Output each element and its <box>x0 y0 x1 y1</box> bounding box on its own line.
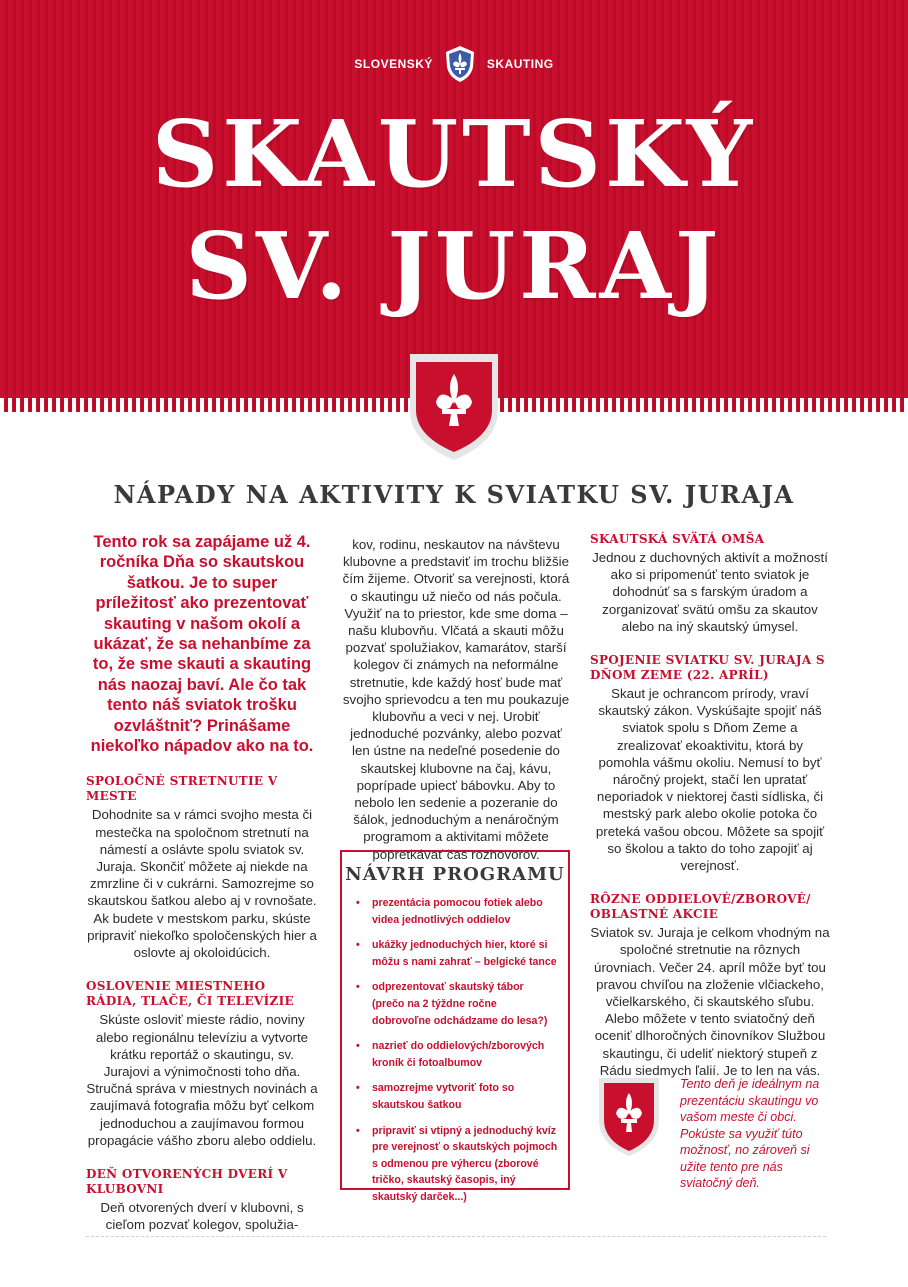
heading-earth-day: SPOJENIE SVIATKU SV. JURAJA S DŇOM ZEME (22. APRÍL) <box>590 653 825 683</box>
list-item: • pripraviť si vtipný a jednoduchý kvíz pre verejnosť o skautských pojmoch s odmenou pre výhercu (zborové tričko, skautský časopis, iný skautský darček...) <box>356 1123 558 1206</box>
closing-note: Tento deň je ideálnym na prezentáciu skautingu vo vašom meste či obci. Pokúste sa využiť túto možnosť, no zároveň si užite tento pre nás sviatočný deň. <box>680 1077 820 1190</box>
text-events: Sviatok sv. Juraja je celkom vhodným na spoločné stretnutie na rôznych úrovniach. Večer 24. apríl môže byť tou pravou chvíľou na zloženie vlčiackeho, včielkarského, či skautského sľubu. Alebo môžete v tento sviatočný deň oceniť dlhoročných činovníkov Službou skautingu, či udeliť niektorý stupeň z Rádu siedmych ľalií. Je to len na vás. <box>590 925 830 1078</box>
fleur-de-lis-icon <box>443 45 477 83</box>
text-open-day-continued: kov, rodinu, neskautov na návštevu klubovne a predstaviť im trochu bližšie čím žijeme. Otvoriť sa verejnosti, ktorá o skautingu už niečo od nás počula. Využiť na to priestor, kde sme doma – našu klubovňu. Vlčatá a skauti môžu pozvať spolužiakov, kamarátov, starší kolegov či známych na neformálne stretnutie, kde každý hosť bude mať svojho sprievodcu a ten mu poukazuje klubovňu a veci v nej. Urobiť jednoduché pozvánky, alebo pozvať len ústne na nedeľné posedenie do skautskej klubovne na čaj, kávu, poprípade upiecť bábovku. Aby to nebolo len sedenie a pozeranie do šálok, jednoduchým a nenáročným programom a aktivitami môžete popretkávať čas rozhovorov. <box>342 537 570 862</box>
list-item: • samozrejme vytvoriť foto so skautskou šatkou <box>356 1080 558 1113</box>
text-meeting: Dohodnite sa v rámci svojho mesta či mestečka na spoločnom stretnutí na námestí a oslávte spolu sviatok sv. Juraja. Skončiť môžete aj niekde na zmrzline či v cukrárni. Samozrejme so skautskou šatkou alebo aj v rovnošate. Ak budete v mestskom parku, skúste pripraviť niekoľko spoločenských hier a oslovte aj okoloidúcich. <box>87 807 317 961</box>
column-middle <box>340 536 572 863</box>
shield-fleur-de-lis-icon <box>404 352 504 462</box>
shield-small-icon <box>596 1076 662 1158</box>
text-mass: Jednou z duchovných aktivít a možností ako si pripomenúť tento sviatok je dohodnúť sa s farským úradom a zorganizovať svätú omšu za skautov alebo na iný skautský úmysel. <box>592 550 828 634</box>
footer-divider <box>86 1236 826 1237</box>
heading-open-day: DEŇ OTVORENÝCH DVERÍ V KLUBOVNI <box>86 1166 288 1196</box>
intro-text: Tento rok sa zapájame už 4. ročníka Dňa so skautskou šatkou. Je to super príležitosť ako prezentovať skauting v našom okolí a ukázať, že sa nehanbíme za to, že sme skauti a skauting nás naozaj baví. Ale čo tak tento náš sviatok trošku ozvláštniť? Prinášame niekoľko nápadov ako na to. <box>90 533 314 756</box>
text-earth-day: Skaut je ochrancom prírody, vraví skautský zákon. Vyskúšajte spojiť náš sviatok spolu s Dňom Zeme a zrealizovať ekoaktivitu, ktorá by pomohla vášmu okoliu. Nemusí to byť náročný projekt, stačí len upratať neporiadok v niektorej časti sídliska, či mestský park alebo okolie potoka čo preteká vašou obcou. Môžete sa spojiť so školou a takto do toho zapojiť aj verejnosť. <box>595 686 825 874</box>
column-left <box>86 530 318 1251</box>
heading-mass: SKAUTSKÁ SVÄTÁ OMŠA <box>590 532 765 546</box>
page-title-line1: SKAUTSKÝ <box>151 100 757 208</box>
list-item: • odprezentovať skautský tábor (prečo na 2 týždne ročne dobrovoľne odchádzame do lesa?) <box>356 979 558 1029</box>
list-item: • ukážky jednoduchých hier, ktoré si môžu s nami zahrať – belgické tance <box>356 937 558 970</box>
heading-meeting: SPOLOČNÉ STRETNUTIE V MESTE <box>86 774 278 804</box>
list-item: • nazrieť do oddielových/zborových kroník či fotoalbumov <box>356 1038 558 1071</box>
heading-media: OSLOVENIE MIESTNEHO RÁDIA, TLAČE, ČI TELEVÍZIE <box>86 979 294 1009</box>
section-subtitle: NÁPADY NA AKTIVITY K SVIATKU SV. JURAJA <box>113 480 795 509</box>
program-list <box>342 895 568 1206</box>
logo-text-left: SLOVENSKÝ <box>354 57 433 71</box>
logo-text-right: SKAUTING <box>486 57 554 71</box>
organization-logo <box>0 44 908 84</box>
program-box <box>340 850 570 1203</box>
program-box-title: NÁVRH PROGRAMU <box>345 864 565 885</box>
heading-events: RÔZNE ODDIELOVÉ/ZBOROVÉ/ OBLASTNÉ AKCIE <box>590 892 811 922</box>
page-title-line2: SV. JURAJ <box>185 212 723 320</box>
text-open-day: Deň otvorených dverí v klubovni, s cieľom pozvať kolegov, spolužia- <box>100 1199 304 1233</box>
column-right <box>590 532 830 1097</box>
text-media: Skúste osloviť mieste rádio, noviny alebo regionálnu televíziu a vytvorte krátku reportáž o skautingu, sv. Jurajovi a výnimočnosti toho dňa. Stručná správa v miestnych novinách a zaujímavá fotografia môžu byť celkom jednoduchou a zaujímavou formou propagácie vášho zboru alebo oddielu. <box>86 1012 318 1148</box>
list-item: • prezentácia pomocou fotiek alebo videa jednotlivých oddielov <box>356 895 558 928</box>
